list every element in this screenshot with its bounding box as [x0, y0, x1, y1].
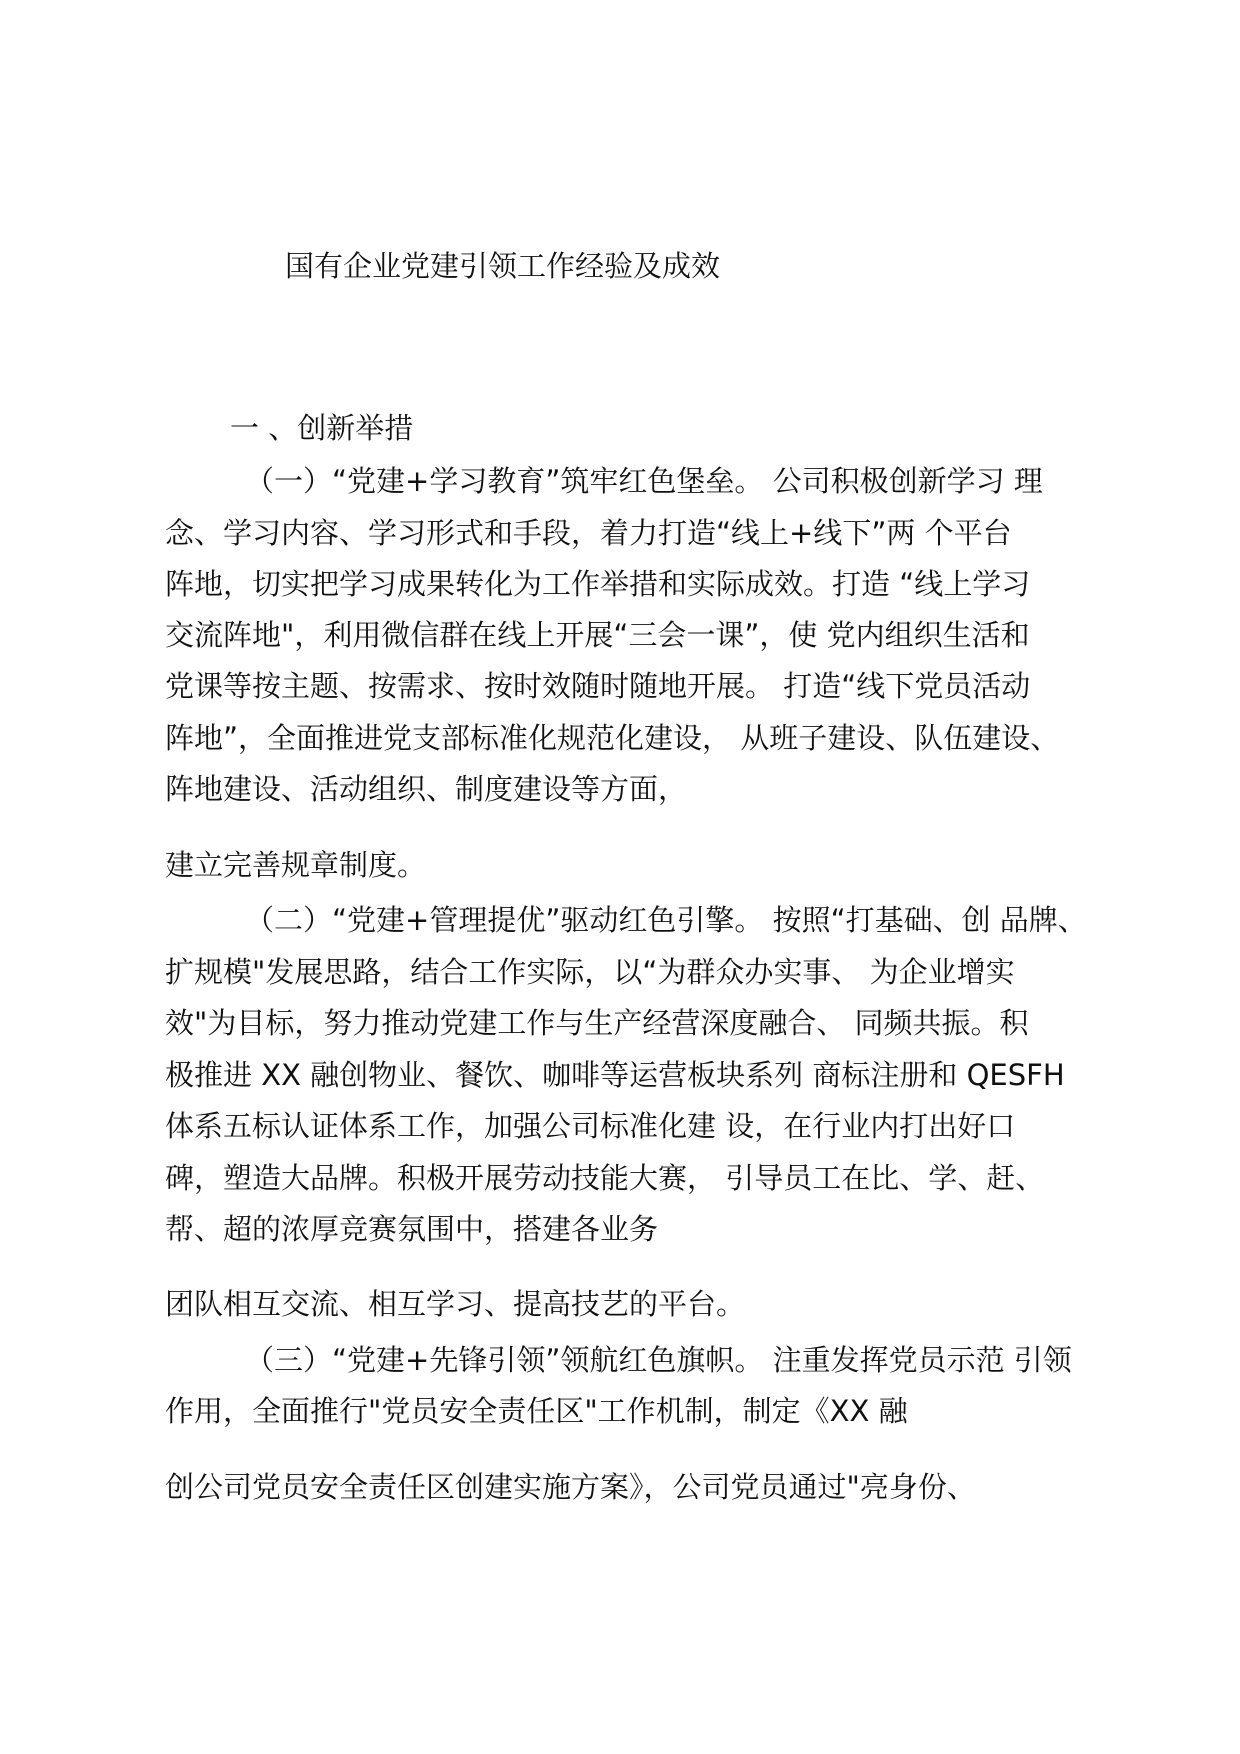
paragraph-line: 党课等按主题、按需求、按时效随时随地开展。 打造“线下党员活动 — [165, 669, 1031, 703]
paragraph-line: 交流阵地"，利用微信群在线上开展“三会一课”，使 党内组织生活和 — [165, 618, 1030, 652]
paragraph-line: 扩规模"发展思路，结合工作实际，以“为群众办实事、 为企业增实 — [165, 955, 1015, 989]
paragraph-line: 帮、超的浓厚竞赛氛围中，搭建各业务 — [165, 1212, 659, 1246]
paragraph-line: 阵地”，全面推进党支部标准化规范化建设， 从班子建设、队伍建设、 — [165, 721, 1060, 755]
section-heading: 一 、创新举措 — [230, 411, 414, 445]
document-title: 国有企业党建引领工作经验及成效 — [285, 249, 721, 283]
paragraph-line: 阵地建设、活动组织、制度建设等方面， — [165, 772, 688, 806]
paragraph-line: 体系五标认证体系工作，加强公司标准化建 设，在行业内打出好口 — [165, 1109, 1016, 1143]
paragraph-line: 阵地，切实把学习成果转化为工作举措和实际成效。打造 “线上学习 — [165, 567, 1031, 601]
paragraph-line: 团队相互交流、相互学习、提高技艺的平台。 — [165, 1287, 746, 1321]
paragraph-line: 念、学习内容、学习形式和手段，着力打造“线上+线下”两 个平台 — [165, 516, 1012, 550]
paragraph-line: （三）“党建+先锋引领”领航红色旗帜。 注重发挥党员示范 引领 — [245, 1343, 1072, 1377]
paragraph-line: 极推进 XX 融创物业、餐饮、咖啡等运营板块系列 商标注册和 QESFH — [165, 1058, 1065, 1092]
paragraph-line: 创公司党员安全责任区创建实施方案》，公司党员通过"亮身份、 — [165, 1470, 976, 1504]
paragraph-line: （一）“党建+学习教育”筑牢红色堡垒。 公司积极创新学习 理 — [245, 464, 1043, 498]
paragraph-line: 建立完善规章制度。 — [165, 848, 427, 882]
paragraph-line: 效"为目标，努力推动党建工作与生产经营深度融合、 同频共振。积 — [165, 1006, 1029, 1040]
paragraph-line: 作用，全面推行"党员安全责任区"工作机制，制定《XX 融 — [165, 1394, 908, 1428]
paragraph-line: （二）“党建+管理提优”驱动红色引擎。 按照“打基础、创 品牌、 — [245, 903, 1087, 937]
paragraph-line: 碑，塑造大品牌。积极开展劳动技能大赛， 引导员工在比、学、赶、 — [165, 1161, 1045, 1195]
